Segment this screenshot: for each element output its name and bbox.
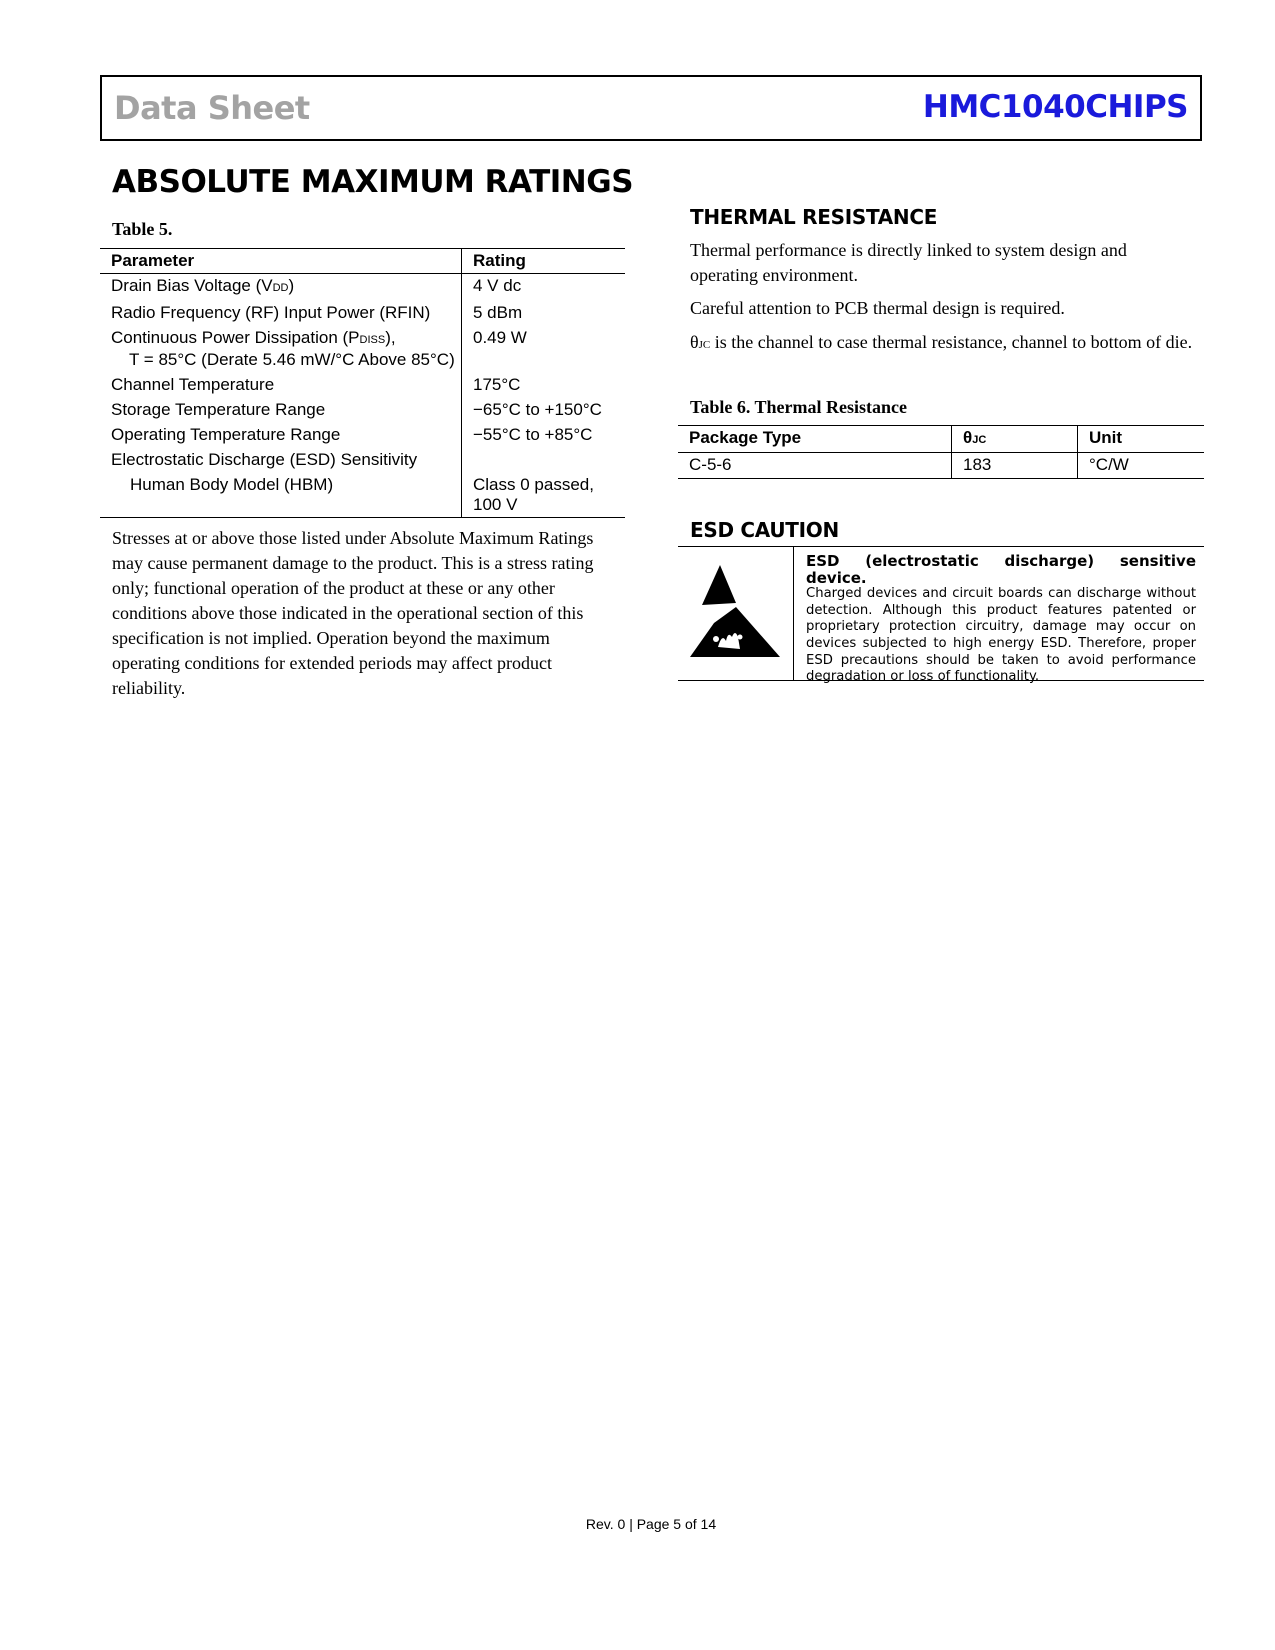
absolute-max-ratings-table bbox=[100, 248, 625, 518]
table-row bbox=[100, 473, 625, 518]
table5-param: Operating Temperature Range bbox=[111, 425, 341, 444]
table5-rating: 4 V dc bbox=[462, 274, 626, 302]
section-title: ABSOLUTE MAXIMUM RATINGS bbox=[112, 164, 634, 200]
table-row bbox=[100, 423, 625, 448]
table5-rating bbox=[462, 448, 626, 473]
table5-header-parameter: Parameter bbox=[100, 249, 462, 274]
stress-paragraph: Stresses at or above those listed under Absolute Maximum Ratings may cause permanent damage to the product. This is a stress rating only; functional operation of the product at these or any other conditions above those indicated in the operational section of this specification is not implied. Operation beyond the maximum operating conditions for extended periods may affect product reliability. bbox=[112, 528, 594, 698]
table5-rating: −65°C to +150°C bbox=[462, 398, 626, 423]
table5-rating: 5 dBm bbox=[462, 301, 626, 326]
table5-param: Radio Frequency (RF) Input Power (RFIN) bbox=[111, 303, 431, 322]
table5-param: Human Body Model (HBM) bbox=[100, 473, 462, 518]
esd-caution-box bbox=[678, 546, 1204, 685]
header-part-number: HMC1040CHIPS bbox=[922, 89, 1188, 125]
table5-caption: Table 5. bbox=[112, 219, 173, 239]
esd-bold-line: ESD (electrostatic discharge) sensitive device. bbox=[806, 552, 1196, 587]
table6-package: C-5-6 bbox=[678, 453, 952, 479]
esd-warning-icon bbox=[678, 547, 794, 680]
thermal-heading: THERMAL RESISTANCE bbox=[690, 205, 938, 229]
table-row bbox=[100, 301, 625, 326]
thermal-para-3: θJC is the channel to case thermal resistance, channel to bottom of die. bbox=[690, 332, 1193, 352]
table5-rating: Class 0 passed, 100 V bbox=[462, 473, 626, 518]
table-row bbox=[100, 373, 625, 398]
table-row bbox=[100, 448, 625, 473]
esd-caution-text bbox=[806, 553, 1196, 686]
esd-heading: ESD CAUTION bbox=[690, 518, 839, 542]
table6-header-theta: θJC bbox=[952, 426, 1078, 453]
thermal-resistance-table bbox=[678, 425, 1204, 479]
page-header bbox=[100, 75, 1202, 141]
table5-param: Storage Temperature Range bbox=[111, 400, 326, 419]
table-row bbox=[100, 398, 625, 423]
header-doc-type: Data Sheet bbox=[114, 89, 310, 127]
table5-rating: 175°C bbox=[462, 373, 626, 398]
table-row bbox=[678, 453, 1204, 479]
table5-param: Drain Bias Voltage (VDD) bbox=[111, 276, 295, 295]
table6-caption: Table 6. Thermal Resistance bbox=[690, 397, 908, 417]
table5-param: Channel Temperature bbox=[111, 375, 275, 394]
table6-header-package: Package Type bbox=[678, 426, 952, 453]
table5-header-rating: Rating bbox=[462, 249, 626, 274]
table6-header-unit: Unit bbox=[1078, 426, 1205, 453]
table5-rating: −55°C to +85°C bbox=[462, 423, 626, 448]
table5-param: Continuous Power Dissipation (PDISS), T = 85°C (Derate 5.46 mW/°C Above 85°C) bbox=[111, 328, 455, 369]
table5-param: Electrostatic Discharge (ESD) Sensitivity bbox=[111, 450, 418, 469]
page-footer: Rev. 0 | Page 5 of 14 bbox=[585, 1516, 717, 1532]
table-row bbox=[100, 326, 625, 373]
esd-description: Charged devices and circuit boards can discharge without detection. Although this product features patented or proprietary protection circuitry, damage may occur on devices subjected to high energy ESD. Therefore, proper ESD precautions should be taken to avoid performance degradation or loss of functionality. bbox=[806, 586, 1196, 685]
table-row bbox=[100, 274, 625, 302]
table5-rating: 0.49 W bbox=[462, 326, 626, 373]
table6-theta: 183 bbox=[952, 453, 1078, 479]
table6-unit: °C/W bbox=[1078, 453, 1205, 479]
thermal-para-1: Thermal performance is directly linked to system design and operating environment. bbox=[690, 240, 1127, 285]
thermal-para-2: Careful attention to PCB thermal design is required. bbox=[690, 298, 1065, 318]
